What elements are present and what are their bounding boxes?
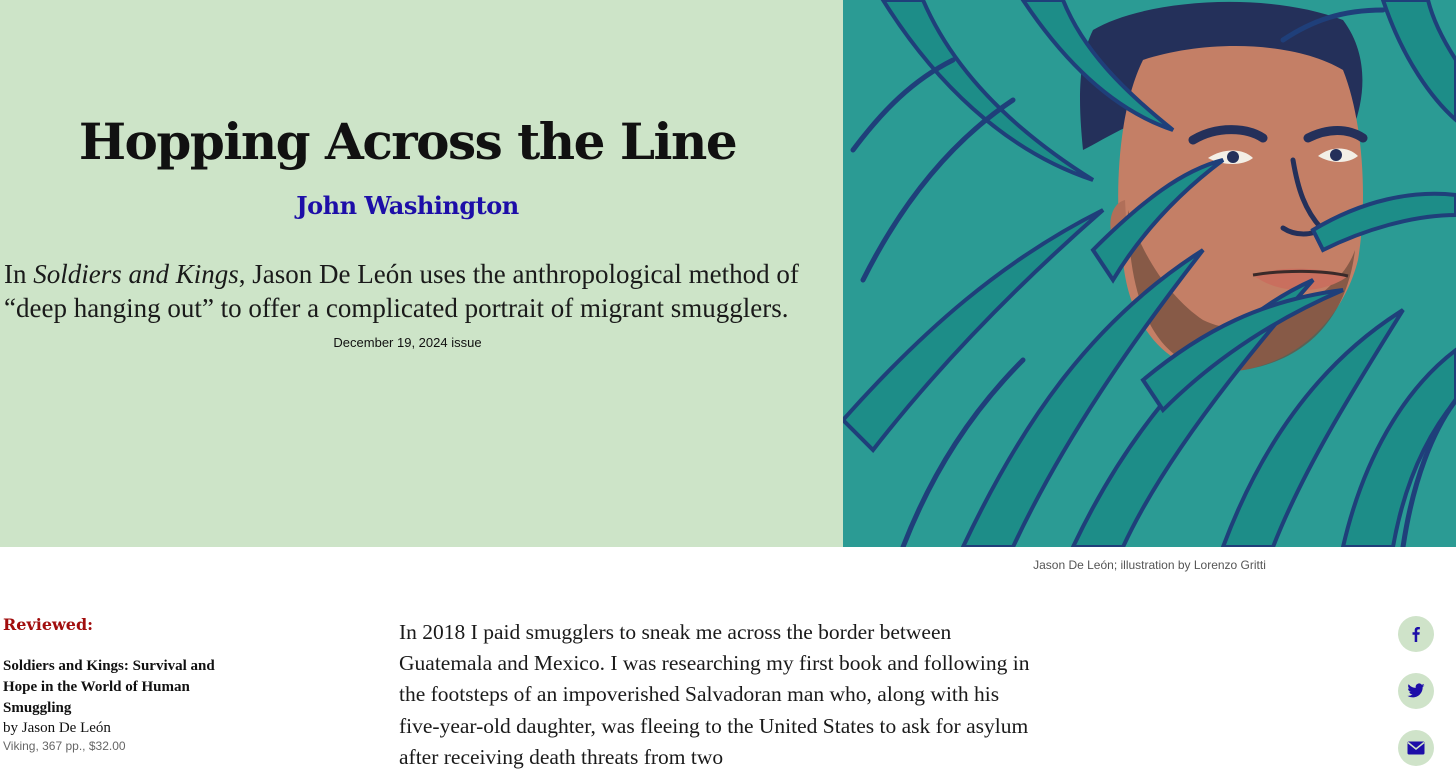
share-email-button[interactable] (1398, 730, 1434, 766)
reviewed-label: Reviewed: (3, 615, 94, 634)
article-dek (4, 257, 834, 325)
share-facebook-button[interactable] (1398, 616, 1434, 652)
dek-prefix: In (4, 259, 34, 289)
share-twitter-button[interactable] (1398, 673, 1434, 709)
issue-date-link[interactable]: December 19, 2024 issue (333, 335, 482, 350)
email-icon (1407, 741, 1425, 755)
portrait-illustration (843, 0, 1456, 547)
illustration-caption: Jason De León; illustration by Lorenzo Gritti (1033, 558, 1266, 572)
dek-book-title: Soldiers and Kings (33, 259, 239, 289)
hero-text-panel (0, 0, 843, 547)
reviewed-book-publisher: Viking, 367 pp., $32.00 (3, 739, 126, 753)
article-title: Hopping Across the Line (78, 112, 737, 171)
reviewed-book-author: by Jason De León (3, 720, 111, 736)
article-body-paragraph: In 2018 I paid smugglers to sneak me across the border between Guatemala and Mexico. I was researching my first book and following in the footsteps of an impoverished Salvadoran man who, along with his five-year-old daughter, was fleeing to the United States to ask for asylum after receiving death threats from two (399, 620, 1030, 769)
facebook-icon (1408, 626, 1424, 642)
author-link[interactable]: John Washington (296, 191, 519, 220)
hero-illustration (843, 0, 1456, 547)
reviewed-book-title[interactable]: Soldiers and Kings: Survival and Hope in the World of Human Smuggling (3, 658, 215, 716)
twitter-icon (1407, 683, 1425, 699)
dek-suffix: , Jason De León uses the anthropological method of “deep hanging out” to offer a complicated portrait of migrant smugglers. (4, 259, 799, 323)
